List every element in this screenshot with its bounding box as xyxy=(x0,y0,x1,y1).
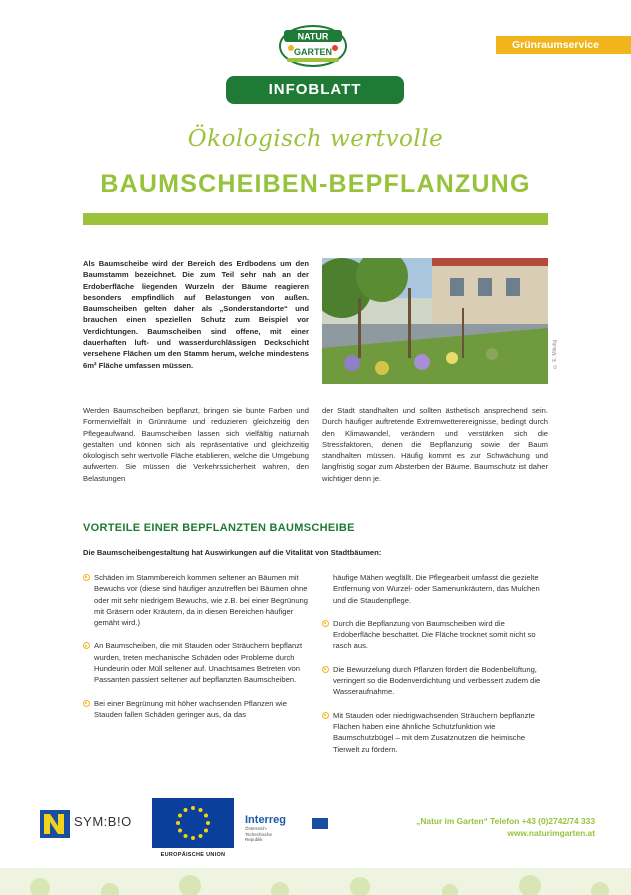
advantages-lead: Die Baumscheibengestaltung hat Auswirkungen auf die Vitalität von Stadtbäumen: xyxy=(83,548,382,557)
contact-phone: „Natur im Garten“ Telefon +43 (0)2742/74 333 xyxy=(416,816,595,826)
street-trees-photo xyxy=(322,258,548,384)
service-tag: Grünraumservice xyxy=(496,36,631,54)
symbio-logo: SYM:B!O xyxy=(74,814,132,829)
list-item xyxy=(83,640,309,685)
list-item xyxy=(83,572,309,628)
bullet-icon xyxy=(83,700,90,707)
bullet-icon xyxy=(322,712,329,719)
logo-text-garten: GARTEN xyxy=(294,47,332,57)
interreg-flag-icon xyxy=(312,818,328,829)
intro-paragraph: Als Baumscheibe wird der Bereich des Erdbodens um den Baumstamm bezeichnet. Die zum Teil sehr nah an der Erdoberfläche liegenden Wurzeln der Bäume reagieren besonders empfindlich auf Belastungen von außen. Baumscheiben gelten daher als „Sonderstandorte“ und brauchen einen speziellen Schutz zum Beispiel vor Verdichtungen. Baumscheiben sind offene, mit einer dauerhaften luft- und wasserdurchlässigen Deckschicht versehene Flächen um den Stamm herum, welche mindestens 6m² Fläche umfassen müssen. xyxy=(83,259,309,370)
eu-label: EUROPÄISCHE UNION xyxy=(160,852,226,858)
list-item xyxy=(322,710,548,755)
bullet-icon xyxy=(83,642,90,649)
interreg-subtitle: Österreich-Tschechische Republik xyxy=(245,826,273,842)
page-title: BAUMSCHEIBEN-BEPFLANZUNG xyxy=(100,170,531,198)
advantages-list-right xyxy=(322,572,548,767)
body-text-left: Werden Baumscheiben bepflanzt, bringen sie bunte Farben und Formenvielfalt in Grünräume und reduzieren gleichzeitig den Pflegeaufwand. Baumscheiben lassen sich vielfältig naturnah gestalten und können sich als repräsentative und gleichzeitig ökologisch sehr wertvolle Fläche etablieren, welche die Umgebung aufwerten. Sie müssen die Verkehrssicherheit wahren, den Belastungen xyxy=(83,406,309,483)
list-item-continuation: häufige Mähen wegfällt. Die Pflegearbeit umfasst die gezielte Entfernung von Wurzel- oder Samenunkräutern, das Mulchen und die Staudenpflege. xyxy=(333,573,540,605)
eu-flag-icon xyxy=(152,798,234,848)
natur-im-garten-logo xyxy=(277,22,349,68)
list-item-text: Schäden im Stammbereich kommen seltener an Bäumen mit Bewuchs vor (diese sind häufiger anzutreffen bei Bäumen ohne oder mit sehr niedrigem Bewuchs, wie z.B. bei einer Begrünung mit Gräsern oder Kräutern, da in diesen Bereichen häufiger gemäht wird.) xyxy=(94,573,309,628)
list-item xyxy=(83,698,309,721)
bullet-icon xyxy=(322,666,329,673)
logo-text-natur: NATUR xyxy=(297,31,329,42)
noe-logo-icon xyxy=(40,810,70,838)
infoblatt-badge: INFOBLATT xyxy=(226,76,404,104)
body-text-right: der Stadt standhalten und sollten ästhetisch ansprechend sein. Durch häufiger auftretende Extremwetterereignisse, bedingt durch den Klimawandel, verändern und verstärken sich die Stressfaktoren, denen die Bepflanzung sowie der Baum standhalten müssen. Häufig kommt es zur Schwächung und langfristig sogar zum Absterben der Bäume. Baumschutz ist daher wichtiger denn je. xyxy=(322,406,548,483)
list-item xyxy=(322,664,548,698)
page-subtitle: Ökologisch wertvolle xyxy=(187,126,444,152)
list-item xyxy=(322,618,548,652)
bullet-icon xyxy=(322,620,329,627)
photo-credit: © E. Mikulig xyxy=(552,340,558,370)
interreg-logo xyxy=(245,814,286,843)
website-link[interactable]: www.naturimgarten.at xyxy=(507,828,595,838)
list-item-text: Mit Stauden oder niedrigwachsenden Sträuchern bepflanzte Flächen haben eine ähnliche Schutzfunktion wie Baumschutzbügel – mit dem Zusatznutzen die heimische Tierwelt zu fördern. xyxy=(333,710,535,754)
list-item-text: Durch die Bepflanzung von Baumscheiben wird die Erdoberfläche beschattet. Die Fläche trocknet somit nicht so rasch aus. xyxy=(333,618,536,651)
flower-decoration xyxy=(0,868,631,895)
contact-info xyxy=(416,815,595,839)
list-item-text: An Baumscheiben, die mit Stauden oder Sträuchern bepflanzt wurden, treten mechanische Schäden oder Probleme durch Hundeurin oder Müll seltener auf. Unachtsames Betreten von Passanten passiert seltener auf bepflanzten Baumscheiben. xyxy=(94,641,303,685)
advantages-heading: VORTEILE EINER BEPFLANZTEN BAUMSCHEIBE xyxy=(83,522,355,534)
interreg-word: Interreg xyxy=(245,814,286,826)
advantages-list-left xyxy=(83,572,309,732)
bullet-icon xyxy=(83,574,90,581)
list-item-text: Bei einer Begrünung mit höher wachsenden Pflanzen wie Stauden fallen Schäden geringer aus, da das xyxy=(94,698,287,719)
list-item-text: Die Bewurzelung durch Pflanzen fördert die Bodenbelüftung, verringert so die Bodenverdichtung und verbessert zudem die Wasseraufnahme. xyxy=(333,664,541,697)
title-divider xyxy=(83,213,548,225)
